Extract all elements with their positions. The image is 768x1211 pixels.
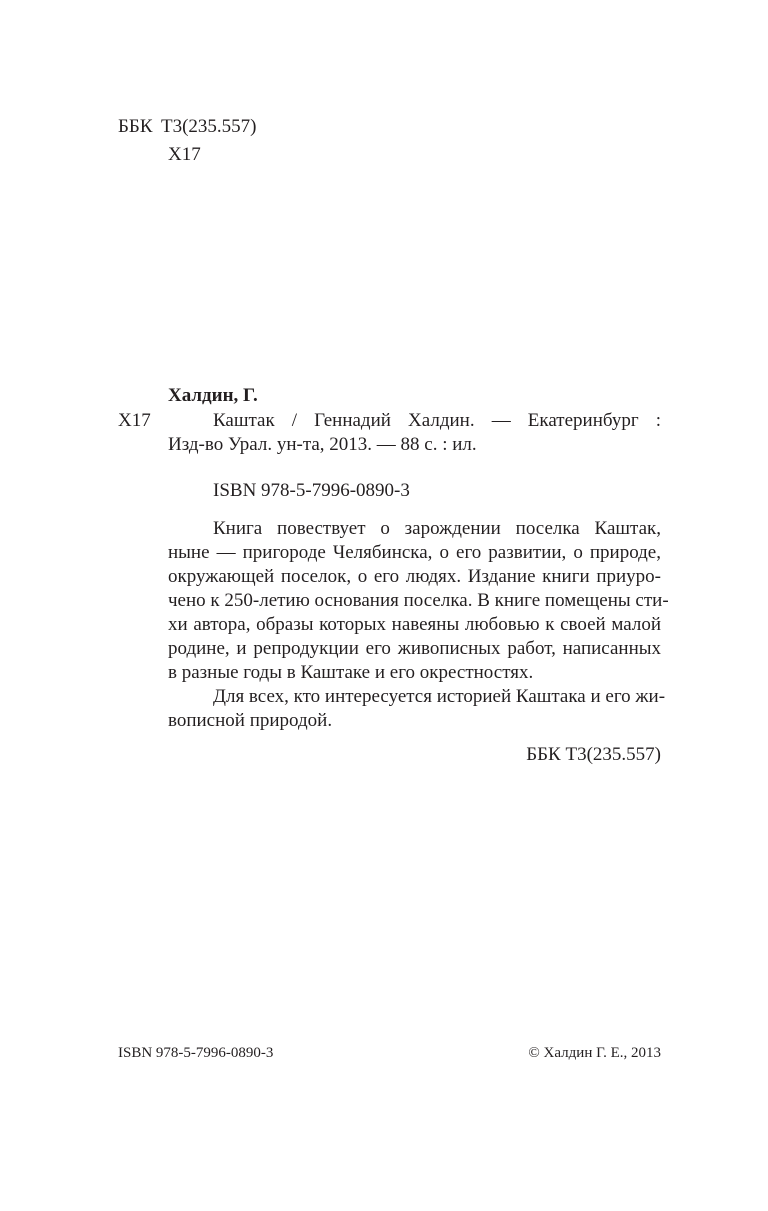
annotation-line: окружающей поселок, о его людях. Издание книги приуро- [168, 566, 661, 587]
annotation-line: чено к 250-летию основания поселка. В книге помещены сти- [168, 590, 669, 611]
annotation-line: родине, и репродукции его живописных работ, написанных [168, 638, 661, 659]
copyright: © Халдин Г. Е., 2013 [528, 1045, 661, 1061]
bibliographic-line-2: Изд-во Урал. ун-та, 2013. — 88 с. : ил. [168, 434, 477, 455]
annotation-line: Книга повествует о зарождении поселка Каштак, [213, 518, 661, 539]
annotation-line: вописной природой. [168, 710, 333, 731]
annotation-line: хи автора, образы которых навеяны любовью к своей малой [168, 614, 661, 635]
bbk-code: Т3(235.557) [161, 116, 257, 137]
bbk-label: ББК [118, 116, 153, 137]
author-sign: Х17 [118, 410, 151, 431]
bibliographic-line-1: Каштак / Геннадий Халдин. — Екатеринбург : [213, 410, 661, 431]
footer-isbn: ISBN 978-5-7996-0890-3 [118, 1045, 274, 1061]
annotation-line: в разные годы в Каштаке и его окрестностях. [168, 662, 534, 683]
isbn: ISBN 978-5-7996-0890-3 [213, 480, 410, 501]
author-heading: Халдин, Г. [168, 385, 258, 406]
bbk-bottom: ББК Т3(235.557) [526, 744, 661, 765]
annotation-line: ныне — пригороде Челябинска, о его развитии, о природе, [168, 542, 661, 563]
author-sign-top: Х17 [168, 144, 201, 165]
annotation-line: Для всех, кто интересуется историей Каштака и его жи- [213, 686, 666, 707]
